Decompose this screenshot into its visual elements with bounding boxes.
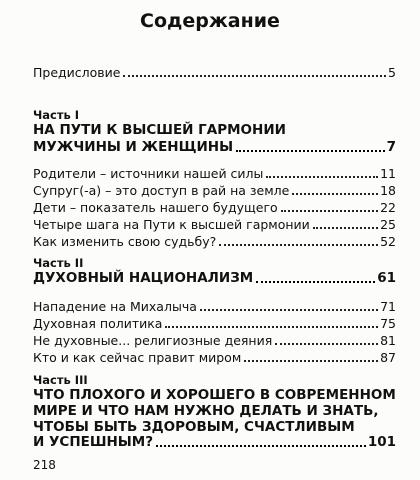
dot-leader (313, 227, 378, 229)
toc-entry-text: Как изменить свою судьбу? (33, 234, 217, 249)
part-heading-line: ЧТОБЫ БЫТЬ ЗДОРОВЫМ, СЧАСТЛИВЫМ (33, 419, 355, 435)
dot-leader (236, 150, 385, 152)
part-label: Часть I (33, 108, 80, 122)
toc-entry-text: Духовная политика (33, 316, 163, 331)
part-heading-line: НА ПУТИ К ВЫСШЕЙ ГАРМОНИИ (33, 122, 286, 138)
toc-entry-text: Родители – источники нашей силы (33, 166, 264, 181)
toc-entry-text: Дети – показатель нашего будущего (33, 200, 278, 215)
part-heading-entry[interactable] (33, 434, 396, 451)
toc-entry-page: 52 (380, 234, 396, 249)
toc-entry-page: 5 (388, 65, 396, 80)
toc-entry-text: Нападение на Михалыча (33, 299, 197, 314)
dot-leader (200, 309, 378, 311)
toc-entry-page: 75 (380, 316, 396, 331)
part-heading-line: МИРЕ И ЧТО НАМ НУЖНО ДЕЛАТЬ И ЗНАТЬ, (33, 403, 379, 419)
toc-entry[interactable] (33, 182, 396, 199)
part-heading-text: МУЖЧИНЫ И ЖЕНЩИНЫ (33, 139, 234, 155)
dot-leader (281, 210, 378, 212)
toc-entry[interactable] (33, 216, 396, 233)
part-heading-page: 61 (377, 270, 396, 286)
dot-leader (244, 360, 378, 362)
part-heading-entry[interactable] (33, 270, 396, 287)
part-heading-text: И УСПЕШНЫМ? (33, 434, 154, 450)
toc-entry-page: 71 (380, 299, 396, 314)
toc-entry-preface[interactable] (33, 64, 396, 81)
toc-entry-text: Предисловие (33, 65, 121, 80)
toc-entry[interactable] (33, 199, 396, 216)
toc-entry[interactable] (33, 349, 396, 366)
toc-entry-text: Супруг(-а) – это доступ в рай на земле (33, 183, 290, 198)
toc-entry-page: 11 (380, 166, 396, 181)
toc-entry[interactable] (33, 315, 396, 332)
toc-entry[interactable] (33, 298, 396, 315)
page-number: 218 (33, 458, 56, 472)
page-title: Содержание (140, 10, 280, 32)
toc-entry-page: 87 (380, 350, 396, 365)
toc-entry-page: 25 (380, 217, 396, 232)
dot-leader (165, 326, 378, 328)
dot-leader (275, 343, 378, 345)
toc-entry-text: Кто и как сейчас правит миром (33, 350, 242, 365)
toc-entry-text: Четыре шага на Пути к высшей гармонии (33, 217, 310, 232)
part-heading-entry[interactable] (33, 139, 396, 156)
part-heading-line: ЧТО ПЛОХОГО И ХОРОШЕГО В СОВРЕМЕННОМ (33, 387, 396, 403)
dot-leader (256, 281, 375, 283)
part-label: Часть III (33, 373, 88, 387)
dot-leader (156, 445, 366, 447)
part-heading-page: 101 (367, 434, 396, 450)
dot-leader (266, 176, 378, 178)
toc-entry[interactable] (33, 233, 396, 250)
part-label: Часть II (33, 256, 84, 270)
dot-leader (123, 75, 386, 77)
dot-leader (292, 193, 378, 195)
part-heading-page: 7 (386, 139, 396, 155)
toc-entry-page: 22 (380, 200, 396, 215)
toc-entry-page: 18 (380, 183, 396, 198)
toc-entry-page: 81 (380, 333, 396, 348)
part-heading-text: ДУХОВНЫЙ НАЦИОНАЛИЗМ (33, 270, 254, 286)
toc-entry[interactable] (33, 165, 396, 182)
toc-entry[interactable] (33, 332, 396, 349)
dot-leader (219, 244, 378, 246)
toc-entry-text: Не духовные... религиозные деяния (33, 333, 273, 348)
